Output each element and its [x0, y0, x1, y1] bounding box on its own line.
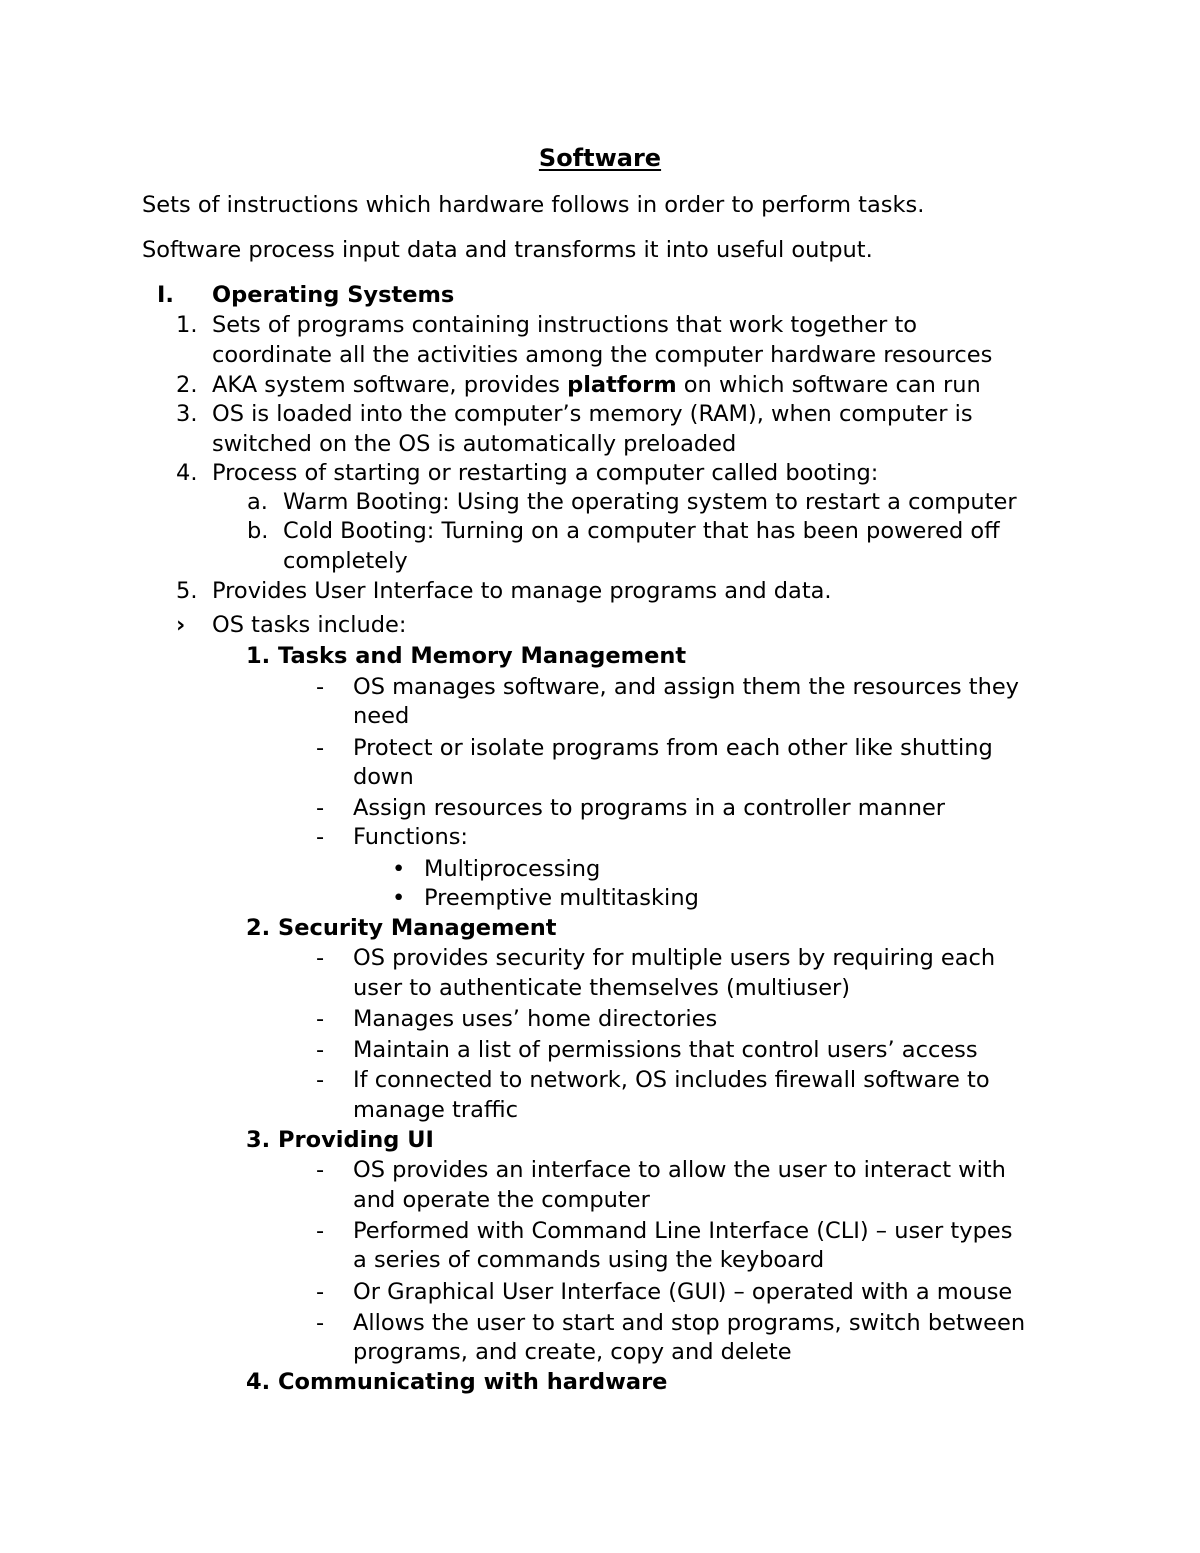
list-letter: a. — [247, 489, 268, 515]
list-item-text: and operate the computer — [353, 1187, 650, 1213]
task-heading: 1. Tasks and Memory Management — [246, 643, 687, 669]
arrow-bullet-icon: › — [176, 612, 186, 638]
bullet-icon: • — [392, 856, 406, 882]
list-item-text: Cold Booting: Turning on a computer that has been powered off — [283, 518, 1000, 544]
list-item-text: OS is loaded into the computer’s memory (RAM), when computer is — [212, 401, 973, 427]
dash-marker: - — [316, 1067, 325, 1093]
section-heading: Operating Systems — [212, 282, 455, 308]
list-item-text: down — [353, 764, 414, 790]
task-heading: 4. Communicating with hardware — [246, 1369, 668, 1395]
list-item-text: Provides User Interface to manage programs and data. — [212, 578, 832, 604]
dash-marker: - — [316, 1037, 325, 1063]
list-number: 1. — [176, 312, 198, 338]
dash-marker: - — [316, 1157, 325, 1183]
dash-marker: - — [316, 1006, 325, 1032]
dash-marker: - — [316, 1218, 325, 1244]
dash-marker: - — [316, 1310, 325, 1336]
list-item-text: completely — [283, 548, 408, 574]
list-number: 2. — [176, 372, 198, 398]
list-item-text: Protect or isolate programs from each other like shutting — [353, 735, 993, 761]
bullet-icon: • — [392, 885, 406, 911]
dash-marker: - — [316, 795, 325, 821]
tasks-intro-text: OS tasks include: — [212, 612, 407, 638]
dash-marker: - — [316, 824, 325, 850]
list-item-text: Performed with Command Line Interface (CLI) – user types — [353, 1218, 1013, 1244]
list-item-text: Process of starting or restarting a computer called booting: — [212, 460, 879, 486]
list-item-text: a series of commands using the keyboard — [353, 1247, 825, 1273]
page-title: Software — [538, 144, 662, 172]
list-item-text: switched on the OS is automatically preloaded — [212, 431, 737, 457]
list-item-text: Or Graphical User Interface (GUI) – operated with a mouse — [353, 1279, 1013, 1305]
section-marker: I. — [157, 282, 174, 308]
platform-emphasis: platform — [567, 372, 677, 398]
list-number: 3. — [176, 401, 198, 427]
list-number: 5. — [176, 578, 198, 604]
dash-marker: - — [316, 1279, 325, 1305]
list-item-text: manage traffic — [353, 1097, 519, 1123]
list-item-text: Manages uses’ home directories — [353, 1006, 718, 1032]
list-item-text: OS provides security for multiple users by requiring each — [353, 945, 996, 971]
list-letter: b. — [247, 518, 269, 544]
dash-marker: - — [316, 674, 325, 700]
list-item-text: Maintain a list of permissions that control users’ access — [353, 1037, 978, 1063]
list-item-text: Allows the user to start and stop programs, switch between — [353, 1310, 1026, 1336]
list-item-text: If connected to network, OS includes firewall software to — [353, 1067, 990, 1093]
list-item-text: Warm Booting: Using the operating system to restart a computer — [283, 489, 1017, 515]
list-item-text: Functions: — [353, 824, 469, 850]
list-item-text: OS provides an interface to allow the user to interact with — [353, 1157, 1006, 1183]
task-heading: 3. Providing UI — [246, 1127, 434, 1153]
list-item-text: OS manages software, and assign them the resources they — [353, 674, 1019, 700]
intro-line: Software process input data and transforms it into useful output. — [142, 237, 873, 263]
list-item-text: programs, and create, copy and delete — [353, 1339, 792, 1365]
intro-line: Sets of instructions which hardware follows in order to perform tasks. — [142, 192, 925, 218]
list-item-text: Sets of programs containing instructions that work together to — [212, 312, 918, 338]
list-item-text: Preemptive multitasking — [424, 885, 699, 911]
list-item-text: Assign resources to programs in a controller manner — [353, 795, 946, 821]
list-item-text: need — [353, 703, 410, 729]
list-item-text: AKA system software, provides platform on which software can run — [212, 372, 981, 398]
list-item-text: user to authenticate themselves (multiuser) — [353, 975, 851, 1001]
dash-marker: - — [316, 945, 325, 971]
task-heading: 2. Security Management — [246, 915, 557, 941]
list-number: 4. — [176, 460, 198, 486]
list-item-text: Multiprocessing — [424, 856, 601, 882]
list-item-text: coordinate all the activities among the computer hardware resources — [212, 342, 993, 368]
dash-marker: - — [316, 735, 325, 761]
